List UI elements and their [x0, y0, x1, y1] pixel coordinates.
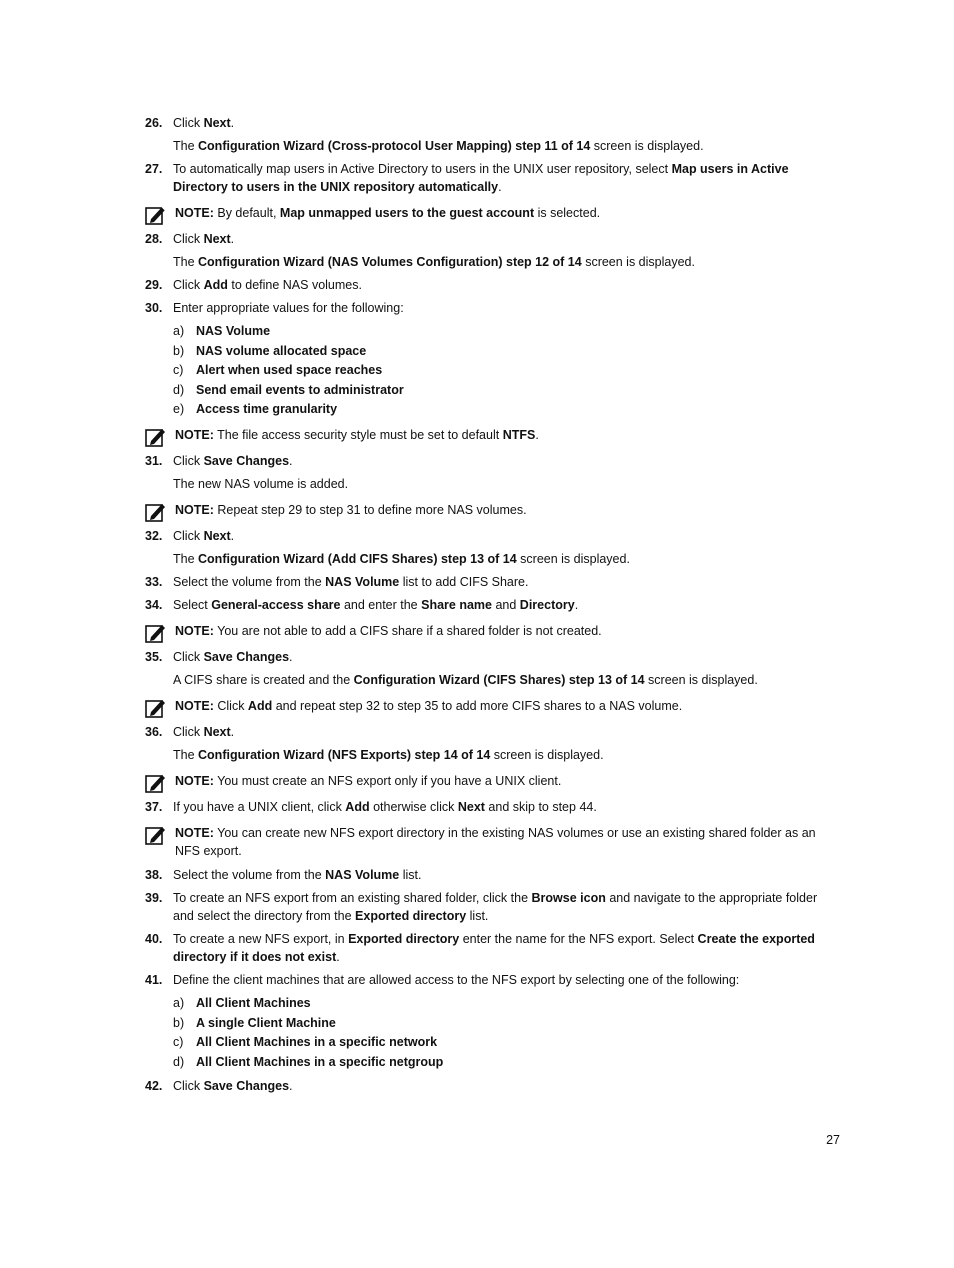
step-text: To create an NFS export from an existing shared folder, click the Browse icon and navigate to the appropriate folder and select the directory from the Exported directory list.: [173, 891, 818, 923]
step-number: 29.: [145, 278, 163, 292]
step-40: [145, 930, 840, 966]
step-text: Enter appropriate values for the following:: [173, 301, 404, 315]
list-item: d) All Client Machines in a specific netgroup: [173, 1054, 444, 1069]
step-35-result: A CIFS share is created and the Configuration Wizard (CIFS Shares) step 13 of 14 screen is displayed.: [173, 673, 758, 687]
step-33: [145, 573, 840, 591]
step-number: 41.: [145, 973, 163, 987]
step-text: To create a new NFS export, in Exported directory enter the name for the NFS export. Select Create the exported directory if it does not exist.: [173, 932, 815, 964]
note-6: NOTE: You must create an NFS export only if you have a UNIX client.: [145, 772, 840, 792]
step-number: 36.: [145, 725, 163, 739]
list-item: b) NAS volume allocated space: [173, 343, 367, 358]
step-42: [145, 1077, 840, 1095]
step-number: 40.: [145, 932, 163, 946]
step-number: 26.: [145, 116, 163, 130]
note-3: NOTE: Repeat step 29 to step 31 to define more NAS volumes.: [145, 501, 840, 521]
step-26-result: The Configuration Wizard (Cross-protocol User Mapping) step 11 of 14 screen is displayed.: [173, 139, 704, 153]
step-number: 38.: [145, 868, 163, 882]
step-text: Click Add to define NAS volumes.: [173, 278, 362, 292]
step-38: [145, 866, 840, 884]
nas-volume-fields-list: [145, 322, 840, 418]
step-number: 27.: [145, 162, 163, 176]
step-35: [145, 648, 840, 666]
step-37: [145, 798, 840, 816]
step-31: [145, 452, 840, 470]
step-text: Click Next.: [173, 529, 235, 543]
step-text: Click Save Changes.: [173, 650, 293, 664]
step-text: Click Next.: [173, 725, 235, 739]
step-28: [145, 230, 840, 248]
note-pencil-icon: [145, 622, 167, 644]
page-number: 27: [826, 1133, 840, 1147]
step-36-result: The Configuration Wizard (NFS Exports) step 14 of 14 screen is displayed.: [173, 748, 604, 762]
step-36: [145, 723, 840, 741]
step-text: Select the volume from the NAS Volume list to add CIFS Share.: [173, 575, 529, 589]
step-28-result: The Configuration Wizard (NAS Volumes Configuration) step 12 of 14 screen is displayed.: [173, 255, 695, 269]
step-26: [145, 114, 840, 132]
step-32-result: The Configuration Wizard (Add CIFS Shares) step 13 of 14 screen is displayed.: [173, 552, 630, 566]
step-number: 37.: [145, 800, 163, 814]
list-item: e) Access time granularity: [173, 402, 338, 416]
client-machines-list: [145, 994, 840, 1071]
step-34: [145, 596, 840, 614]
step-31-result: The new NAS volume is added.: [173, 477, 349, 491]
note-1: NOTE: By default, Map unmapped users to the guest account is selected.: [145, 204, 840, 224]
note-pencil-icon: [145, 501, 167, 523]
document-body: [145, 114, 840, 1100]
list-item: c) All Client Machines in a specific network: [173, 1035, 438, 1049]
note-5: NOTE: Click Add and repeat step 32 to step 35 to add more CIFS shares to a NAS volume.: [145, 697, 840, 717]
list-item: c) Alert when used space reaches: [173, 363, 383, 377]
step-27: [145, 160, 840, 196]
list-item: d) Send email events to administrator: [173, 382, 404, 397]
note-pencil-icon: [145, 772, 167, 794]
step-number: 31.: [145, 454, 163, 468]
step-number: 28.: [145, 232, 163, 246]
step-number: 34.: [145, 598, 163, 612]
step-number: 42.: [145, 1078, 163, 1093]
step-text: Select General-access share and enter the Share name and Directory.: [173, 598, 579, 612]
list-item: a) All Client Machines: [173, 996, 311, 1010]
list-item: b) A single Client Machine: [173, 1015, 336, 1030]
step-number: 39.: [145, 891, 163, 905]
step-text: Select the volume from the NAS Volume list.: [173, 868, 422, 882]
step-text: Click Save Changes.: [173, 1078, 293, 1093]
step-text: Click Save Changes.: [173, 454, 293, 468]
note-2: NOTE: The file access security style must be set to default NTFS.: [145, 426, 840, 446]
note-7: NOTE: You can create new NFS export directory in the existing NAS volumes or use an existing shared folder as an NFS export.: [145, 824, 840, 860]
note-pencil-icon: [145, 697, 167, 719]
step-text: If you have a UNIX client, click Add otherwise click Next and skip to step 44.: [173, 800, 597, 814]
step-32: [145, 527, 840, 545]
list-item: a) NAS Volume: [173, 324, 271, 338]
step-30: [145, 299, 840, 317]
note-pencil-icon: [145, 204, 167, 226]
note-pencil-icon: [145, 426, 167, 448]
step-text: To automatically map users in Active Directory to users in the UNIX user repository, select Map users in Active Directory to users in the UNIX repository automatically.: [173, 162, 789, 194]
step-text: Define the client machines that are allowed access to the NFS export by selecting one of the following:: [173, 973, 740, 987]
note-4: NOTE: You are not able to add a CIFS share if a shared folder is not created.: [145, 622, 840, 642]
step-number: 33.: [145, 575, 163, 589]
step-number: 32.: [145, 529, 163, 543]
step-text: Click Next.: [173, 232, 235, 246]
step-39: [145, 889, 840, 925]
step-41: [145, 971, 840, 989]
step-number: 30.: [145, 301, 163, 315]
step-text: Click Next.: [173, 116, 235, 130]
step-number: 35.: [145, 650, 163, 664]
note-pencil-icon: [145, 824, 167, 846]
step-29: [145, 276, 840, 294]
